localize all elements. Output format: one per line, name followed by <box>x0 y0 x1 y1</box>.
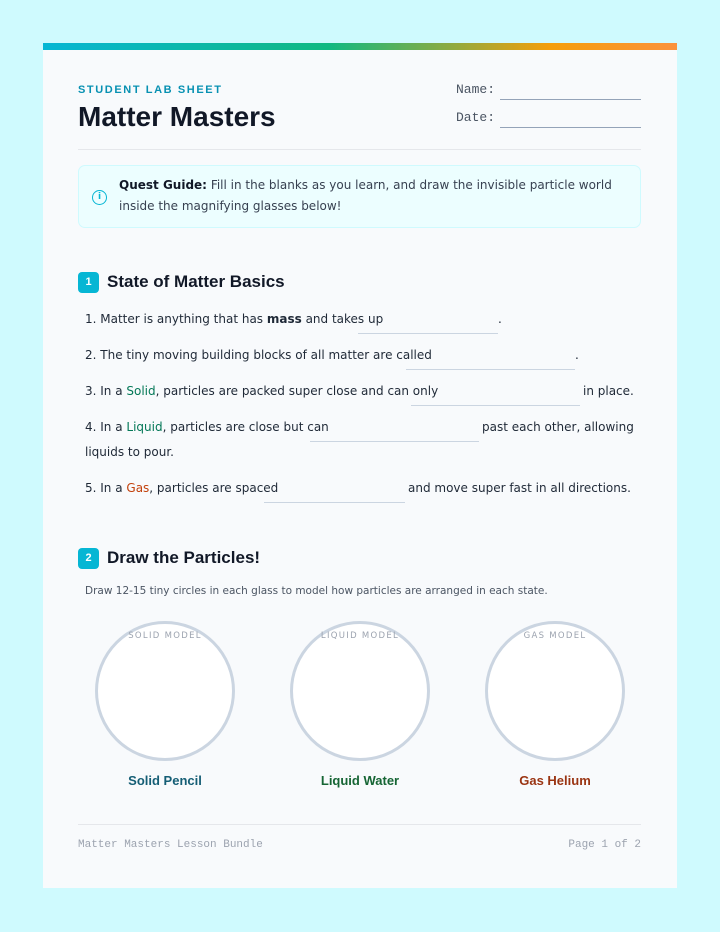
guide-text <box>119 175 634 216</box>
solid-caption: Solid Pencil <box>128 773 202 788</box>
liquid-caption: Liquid Water <box>320 773 400 788</box>
gas-model-glass[interactable] <box>485 621 625 761</box>
answer-blank-5[interactable] <box>264 502 405 503</box>
guide-label: Quest Guide: <box>119 178 207 192</box>
date-field[interactable] <box>500 127 641 128</box>
question-4-continuation: liquids to pour. <box>85 445 174 459</box>
magnifying-glass-circle[interactable] <box>95 621 235 761</box>
section-1-title: State of Matter Basics <box>107 272 285 291</box>
model-label: GAS MODEL <box>523 631 587 641</box>
footer-bundle-name: Matter Masters Lesson Bundle <box>78 839 263 851</box>
header-divider <box>78 149 641 150</box>
section-2-badge: 2 <box>78 548 99 569</box>
gas-caption: Gas Helium <box>519 773 591 788</box>
question-4-end: past each other, allowing <box>482 420 634 434</box>
eyebrow-label: STUDENT LAB SHEET <box>78 84 223 96</box>
gradient-top-bar <box>43 43 677 50</box>
question-1: 1. Matter is anything that has mass and takes up <box>85 312 384 326</box>
lab-sheet <box>43 43 677 888</box>
question-3: 3. In a Solid, particles are packed super close and can only <box>85 384 439 398</box>
model-label: LIQUID MODEL <box>320 631 400 641</box>
question-5-end: and move super fast in all directions. <box>408 481 631 495</box>
model-label: SOLID MODEL <box>128 631 202 641</box>
question-5: 5. In a Gas, particles are spaced <box>85 481 279 495</box>
section-1-badge: 1 <box>78 272 99 293</box>
answer-blank-3[interactable] <box>411 405 580 406</box>
answer-blank-4[interactable] <box>310 441 479 442</box>
magnifying-glass-circle[interactable] <box>485 621 625 761</box>
question-2-end: . <box>575 348 579 362</box>
footer-page-number: Page 1 of 2 <box>568 839 641 851</box>
answer-blank-2[interactable] <box>406 369 575 370</box>
liquid-model-glass[interactable] <box>290 621 430 761</box>
section-2-title: Draw the Particles! <box>107 548 261 567</box>
question-1-end: . <box>498 312 502 326</box>
name-label: Name: <box>456 82 496 97</box>
info-icon: i <box>92 190 107 205</box>
solid-model-glass[interactable] <box>95 621 235 761</box>
magnifying-glass-circle[interactable] <box>290 621 430 761</box>
name-field[interactable] <box>500 99 641 100</box>
question-4: 4. In a Liquid, particles are close but can <box>85 420 329 434</box>
quest-guide-callout <box>78 165 641 228</box>
question-3-end: in place. <box>583 384 634 398</box>
footer-divider <box>78 824 641 825</box>
page-title: Matter Masters <box>78 101 276 132</box>
date-label: Date: <box>456 110 496 125</box>
answer-blank-1[interactable] <box>358 333 498 334</box>
question-2: 2. The tiny moving building blocks of all matter are called <box>85 348 432 362</box>
guide-body: Fill in the blanks as you learn, and draw the invisible particle world inside the magnifying glasses below! <box>119 178 612 213</box>
drawing-instructions: Draw 12-15 tiny circles in each glass to model how particles are arranged in each state. <box>85 585 548 597</box>
